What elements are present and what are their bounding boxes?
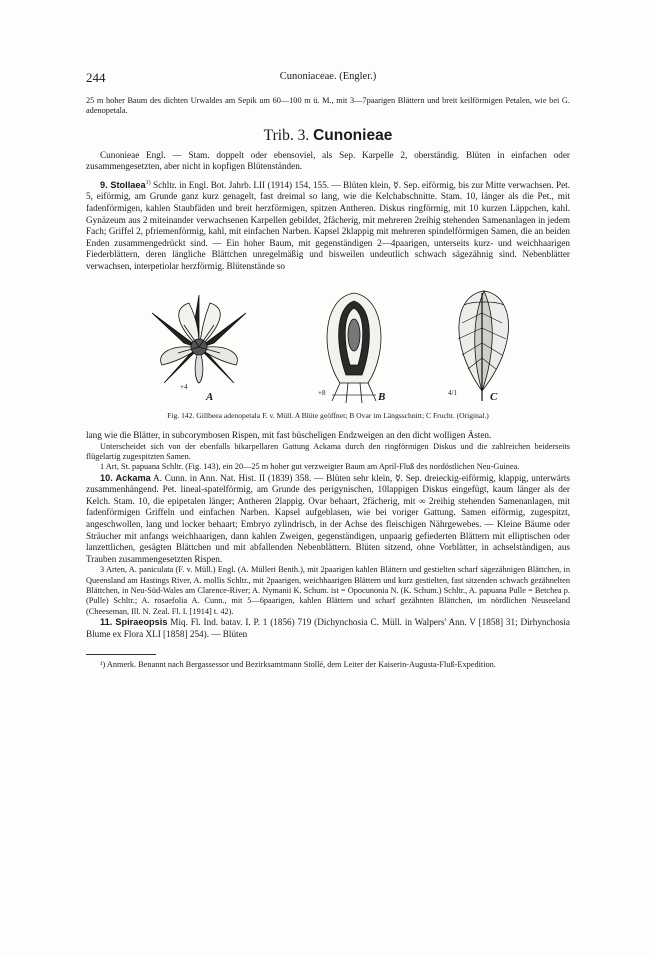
tribe-description: Cunonieae Engl. — Stam. doppelt oder ebensoviel, als Sep. Karpelle 2, oberständig. Blüten in einfachen oder zusammengesetzten, aber nicht in kopfigen Blütenständen.: [86, 149, 570, 172]
footnote-divider: [86, 654, 156, 655]
genus-9-species: 1 Art, St. papuana Schltr. (Fig. 143), ein 20—25 m hoher gut verzweigter Baum am April-Fluß des nordöstlichen Neu-Guinea.: [100, 462, 520, 472]
tribe-name: Cunonieae: [313, 126, 393, 144]
genus-9-note: Unterscheidet sich von der ebenfalls bikarpellaren Gattung Ackama durch den ringförmigen Diskus und die zahlreichen beiderseits flügelartig zugespitzten Samen.: [86, 441, 570, 462]
genus-11-paragraph: [86, 617, 570, 640]
figure-caption: Fig. 142. Gillbeea adenopetala F. v. Müll. A Blüte geöffnet; B Ovar im Längsschnitt; C Frucht. (Original.): [167, 410, 489, 420]
genus-10-text: A. Cunn. in Ann. Nat. Hist. II (1839) 358. — Blüten sehr klein, ☿. Sep. dreieckig-eiförmig, klappig, unterwärts zusammenhängend. Pet. lineal-spatelförmig, am Grunde des perigynischen, 10lappigen Diskus eingefügt, kaum länger als der Kelch. Stam. 10, die epipetalen länger; Antheren 2lappig. Ovar behaart, 2fächerig, mit ∞ 2reihig stehenden Samenanlagen, mit fadenförmigen Griffeln und einfachen Narben. Kapsel aufgeblasen, wie bei voriger Gattung. Samen eiförmig, zugespitzt, angeschwollen, lang und locker behaart; Embryo zylindrisch, in der Achse des fleischigen Nährgewebes. — Kleine Bäume oder Sträucher mit anfangs weichhaarigen, dann kahlen Zweigen, gegenständigen, unpaarig gefiederten Blättern mit elliptischen oder lanzettlichen, gesägten Blättchen und mit abfallenden Nebenblättern. Blüten sitzend, ohne Vorblätter, in achselständigen, aus Trauben zusammengesetzten Rispen.: [86, 472, 571, 564]
flower-illustration: [144, 283, 254, 411]
genus-11-text: Miq. Fl. Ind. batav. I. P. 1 (1856) 719 (Dichynchosia C. Müll. in Walpers' Ann. V [1858] 31; Dirhynchosia Blume ex Flora XLI [1858] 254). — Blüten: [86, 616, 570, 639]
continuation-paragraph: 25 m hoher Baum des dichten Urwaldes am Sepik um 60—100 m ü. M., mit 3—7paarigen Blättern und breit keilförmigen Petalen, wie bei G. adenopetala.: [86, 96, 570, 116]
label-c: C: [490, 390, 498, 403]
running-title: Cunoniaceae. (Engler.): [279, 71, 377, 82]
genus-10-species: 3 Arten, A. paniculata (F. v. Müll.) Engl. (A. Mülleri Benth.), mit 2paarigen kahlen Blättern und gestielten scharf sägezähnigen Blättchen, in Queensland am Hastings River, A. mollis Schltr., mit 2paarigen, weichhaarigen Blättern und kurz gestielten, fast sitzenden schwach gezähnelten Blättchen, in Neu-Süd-Wales am Clarence-River; A. Nymanii K. Schum. ist = Opocunonia N. (K. Schum.) Schltr., A. papuana Pulle = Betchea p. (Pulle) Schltr.; A. rosaefolia A. Cunn., mit 5—6paarigen, kahlen Blättern und scharf gezähnten Blättchen, im nördlichen Neuseeland (Cheeseman, Ill. N. Zeal. Fl. I. [1914] t. 42).: [86, 565, 570, 616]
label-a: A: [206, 390, 214, 403]
page-content: [86, 70, 570, 670]
magnification-b: +8: [318, 388, 326, 397]
genus-9-paragraph: [86, 178, 570, 273]
label-b: B: [378, 390, 386, 403]
tribe-label: Trib. 3.: [263, 126, 310, 144]
genus-10-heading: 10. Ackama: [100, 472, 151, 483]
page-header: [86, 70, 570, 88]
genus-9-text: Schltr. in Engl. Bot. Jahrb. LII (1914) 154, 155. — Blüten klein, ☿. Sep. eiförmig, bis zur Mitte verwachsen. Pet. 5, eiförmig, am Grunde ganz kurz genagelt, fast dreimal so lang, wie die Kelchabschnitte. Stam. 10, länger als die Pet., mit fadenförmigen, kahlen Staubfäden und breit herzförmigen, spitzen Antheren. Diskus ringförmig, mit 10 kurzen Läppchen, kahl. Gynäzeum aus 2 miteinander verwachsenen Karpellen gebildet, 2fächerig, mit mehreren 2reihig stehenden Samenanlagen in jedem Fach; Griffel 2, pfriemenförmig, kahl, mit einfachen Narben. Kapsel 2klappig mit mehreren spindelförmigen Samen, die an beiden Enden zusammengedrückt sind. — Ein hoher Baum, mit gegenständigen 2—4paarigen, unterseits kurz- und weichhaarigen Fiederblättern, deren längliche Blättchen unregelmäßig und bisweilen undeutlich schwach sägezähnig sind. Nebenblätter verwachsen, interpetiolar herzförmig. Blütenstände so: [86, 179, 570, 271]
genus-10-paragraph: [86, 473, 570, 566]
genus-11-heading: 11. Spiraeopsis: [100, 616, 168, 627]
magnification-a: +4: [180, 382, 188, 391]
figure-142: [86, 283, 570, 411]
footnote-mark: 1): [145, 179, 151, 186]
tribe-heading: [86, 127, 570, 145]
magnification-c: 4/1: [448, 388, 457, 397]
genus-9-heading: 9. Stollaea: [100, 179, 146, 190]
page-number: 244: [86, 70, 106, 85]
footnote: ¹) Anmerk. Benannt nach Bergassessor und Bezirksamtmann Stollé, dem Leiter der Kaiserin-Augusta-Fluß-Expedition.: [100, 660, 496, 670]
genus-9-continuation: lang wie die Blätter, in subcorymbosen Rispen, mit fast büscheligen Endzweigen an den dicht wolligen Ästen.: [86, 430, 492, 441]
